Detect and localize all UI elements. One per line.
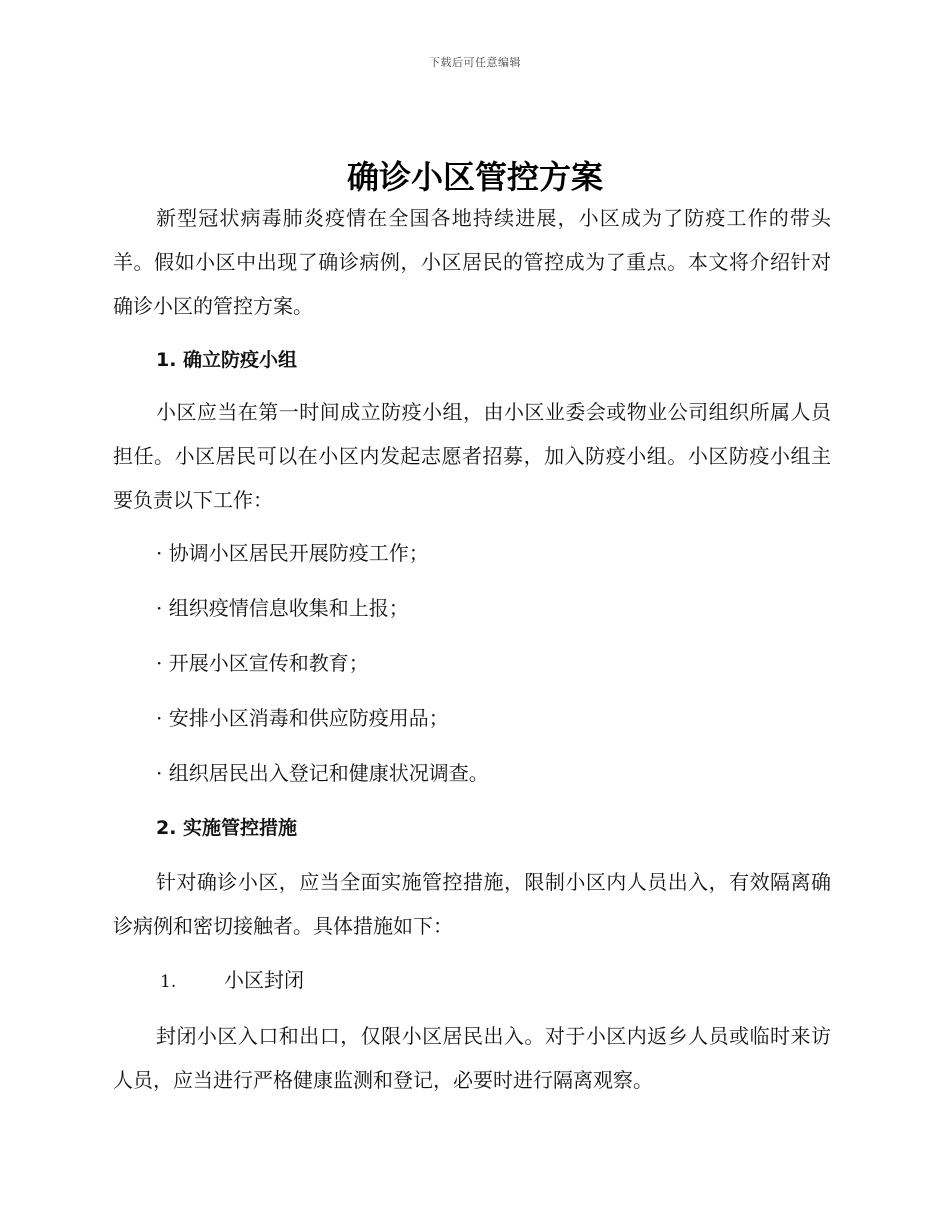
section-2-paragraph: 针对确诊小区，应当全面实施管控措施，限制小区内人员出入，有效隔离确诊病例和密切接触者。具体措施如下：	[113, 870, 831, 938]
document-title: 确诊小区管控方案	[346, 158, 603, 196]
section-1-paragraph: 小区应当在第一时间成立防疫小组，由小区业委会或物业公司组织所属人员担任。小区居民可以在小区内发起志愿者招募，加入防疫小组。小区防疫小组主要负责以下工作：	[113, 400, 831, 512]
header-note: 下载后可任意编辑	[429, 56, 521, 69]
intro-paragraph: 新型冠状病毒肺炎疫情在全国各地持续进展，小区成为了防疫工作的带头羊。假如小区中出现了确诊病例，小区居民的管控成为了重点。本文将介绍针对确诊小区的管控方案。	[113, 206, 831, 318]
item-1-paragraph: 封闭小区入口和出口，仅限小区居民出入。对于小区内返乡人员或临时来访人员，应当进行严格健康监测和登记，必要时进行隔离观察。	[113, 1024, 831, 1092]
numbered-item-number: 1.	[160, 972, 177, 992]
bullet-item: · 协调小区居民开展防疫工作；	[156, 541, 429, 565]
bullet-item: · 开展小区宣传和教育；	[156, 651, 369, 675]
bullet-item: · 组织疫情信息收集和上报；	[156, 596, 409, 620]
numbered-item-label: 小区封闭	[224, 968, 304, 992]
section-2-heading: 2. 实施管控措施	[156, 817, 298, 839]
section-1-heading: 1. 确立防疫小组	[156, 349, 298, 371]
bullet-item: · 组织居民出入登记和健康状况调查。	[156, 761, 489, 785]
numbered-item	[160, 965, 304, 997]
bullet-item: · 安排小区消毒和供应防疫用品；	[156, 706, 449, 730]
